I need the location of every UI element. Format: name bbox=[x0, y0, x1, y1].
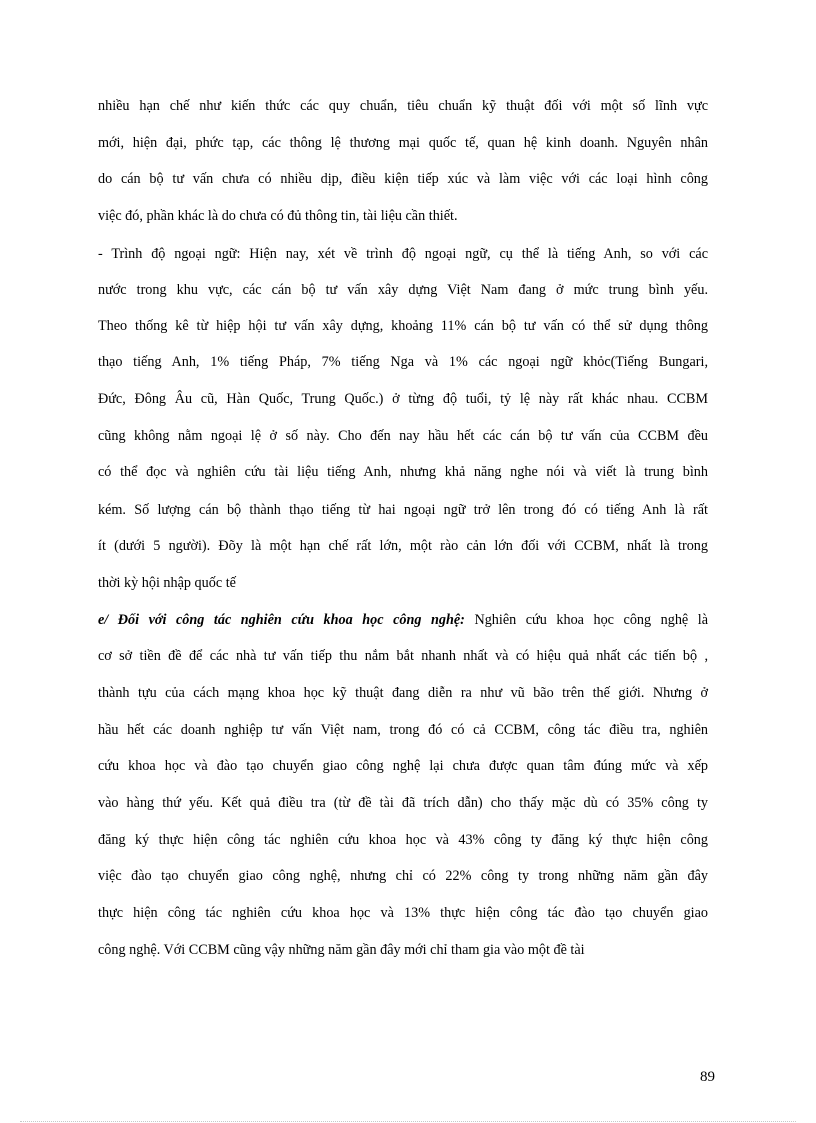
body-line: thực hiện công tác nghiên cứu khoa học và 13% thực hiện công tác đào tạo chuyển giao bbox=[98, 905, 708, 921]
body-line: cũng không nằm ngoại lệ ở số này. Cho đến nay hầu hết các cán bộ tư vấn của CCBM đều bbox=[98, 428, 708, 444]
body-line: thời kỳ hội nhập quốc tế bbox=[98, 575, 236, 591]
body-text: Nghiên cứu khoa học công nghệ là bbox=[474, 612, 709, 628]
body-line: Đức, Đông Âu cũ, Hàn Quốc, Trung Quốc.) ở từng độ tuổi, tỷ lệ này rất khác nhau. CCBM bbox=[98, 391, 708, 407]
body-line: nước trong khu vực, các cán bộ tư vấn xây dựng Việt Nam đang ở mức trung bình yếu. bbox=[98, 282, 708, 298]
body-line: thành tựu của cách mạng khoa học kỹ thuật đang diễn ra như vũ bão trên thế giới. Nhưng ở bbox=[98, 685, 708, 701]
body-line: có thể đọc và nghiên cứu tài liệu tiếng Anh, nhưng khả năng nghe nói và viết là trung bình bbox=[98, 464, 708, 480]
body-line: Theo thống kê từ hiệp hội tư vấn xây dựng, khoảng 11% cán bộ tư vấn có thể sử dụng thông bbox=[98, 318, 708, 334]
body-line: do cán bộ tư vấn chưa có nhiều dịp, điều kiện tiếp xúc và làm việc với các loại hình công bbox=[98, 171, 708, 187]
body-line: công nghệ. Với CCBM cũng vậy những năm gần đây mới chỉ tham gia vào một đề tài bbox=[98, 942, 585, 958]
body-line: cứu khoa học và đào tạo chuyển giao công nghệ lại chưa được quan tâm đúng mức và xếp bbox=[98, 758, 708, 774]
body-line: thạo tiếng Anh, 1% tiếng Pháp, 7% tiếng Nga và 1% các ngoại ngữ khỏc(Tiếng Bungari, bbox=[98, 354, 708, 370]
body-line: vào hàng thứ yếu. Kết quả điều tra (từ đề tài đã trích dẫn) cho thấy mặc dù có 35% công ty bbox=[98, 795, 708, 811]
section-heading-e: e/ Đối với công tác nghiên cứu khoa học công nghệ: bbox=[98, 612, 465, 628]
body-line: việc đó, phần khác là do chưa có đủ thông tin, tài liệu cần thiết. bbox=[98, 208, 458, 224]
body-line: - Trình độ ngoại ngữ: Hiện nay, xét về trình độ ngoại ngữ, cụ thể là tiếng Anh, so với các bbox=[98, 246, 708, 262]
body-line: cơ sở tiền đề để các nhà tư vấn tiếp thu nắm bắt nhanh nhất và có hiệu quả nhất các tiến bộ , bbox=[98, 648, 708, 664]
section-e-first-line bbox=[98, 610, 708, 630]
body-line: kém. Số lượng cán bộ thành thạo tiếng từ hai ngoại ngữ trở lên trong đó có tiếng Anh là rất bbox=[98, 502, 708, 518]
body-line: mới, hiện đại, phức tạp, các thông lệ thương mại quốc tế, quan hệ kinh doanh. Nguyên nhân bbox=[98, 135, 708, 151]
body-line: đăng ký thực hiện công tác nghiên cứu khoa học và 43% công ty đăng ký thực hiện công bbox=[98, 832, 708, 848]
body-line: ít (dưới 5 người). Đõy là một hạn chế rất lớn, một rào cản lớn đối với CCBM, nhất là trong bbox=[98, 538, 708, 554]
page-number: 89 bbox=[700, 1069, 715, 1085]
body-line: hầu hết các doanh nghiệp tư vấn Việt nam, trong đó có cả CCBM, công tác điều tra, nghiên bbox=[98, 722, 708, 738]
body-line: nhiều hạn chế như kiến thức các quy chuẩn, tiêu chuẩn kỹ thuật đối với một số lĩnh vực bbox=[98, 98, 708, 114]
body-line: việc đào tạo chuyển giao công nghệ, nhưng chỉ có 22% công ty trong những năm gần đây bbox=[98, 868, 708, 884]
page-bottom-divider bbox=[20, 1121, 796, 1122]
